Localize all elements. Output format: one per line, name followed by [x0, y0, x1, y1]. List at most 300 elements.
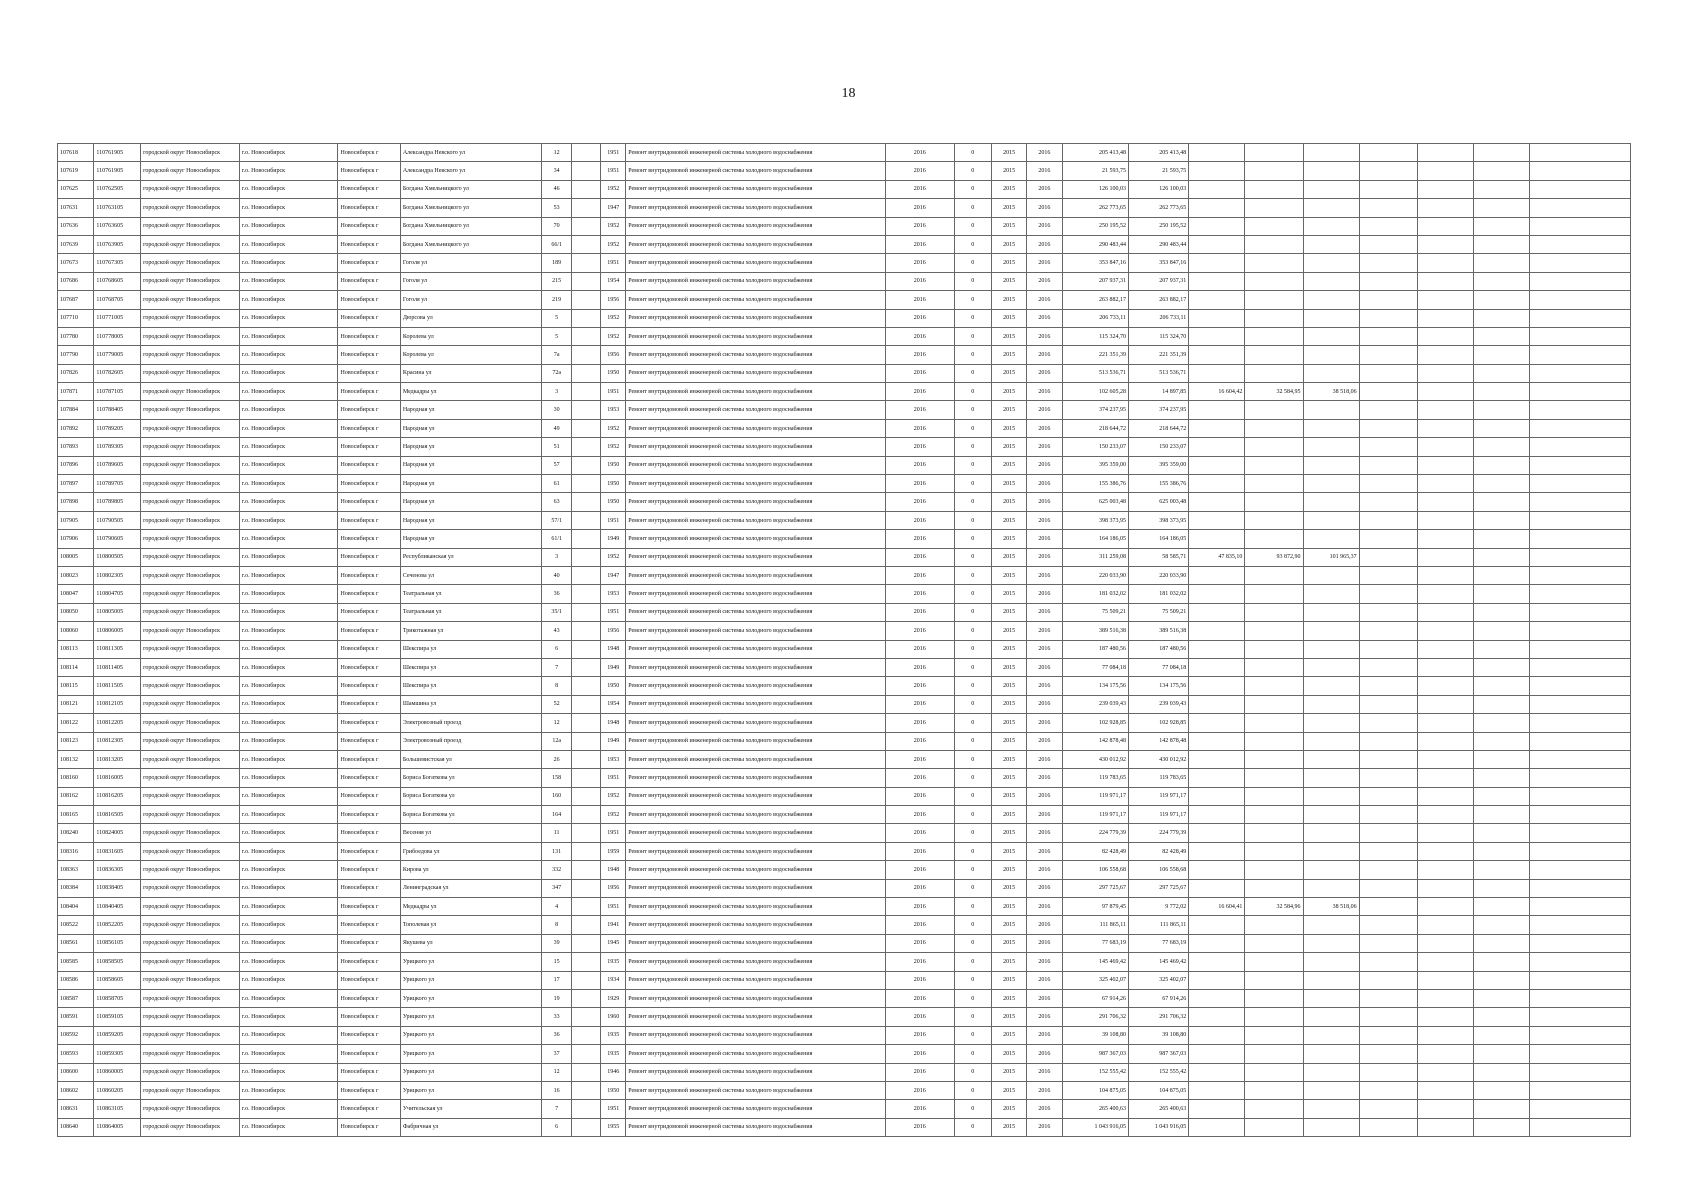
cell-built: 1949	[601, 732, 626, 750]
cell-cost: 21 593,75	[1062, 162, 1128, 180]
cell-empty	[1417, 493, 1473, 511]
cell-built: 1941	[601, 916, 626, 934]
cell-empty	[1473, 989, 1529, 1007]
cell-work: Ремонт внутридомовой инженерной системы холодного водоснабжения	[626, 235, 886, 253]
cell-e	[1189, 732, 1245, 750]
cell-plan_year: 2016	[885, 346, 954, 364]
cell-district: городской округ Новосибирск	[141, 530, 240, 548]
cell-total: 14 897,85	[1129, 383, 1189, 401]
cell-zero: 0	[954, 254, 991, 272]
cell-district: городской округ Новосибирск	[141, 898, 240, 916]
cell-empty	[1417, 769, 1473, 787]
cell-house: 8	[542, 677, 572, 695]
cell-start_year: 2015	[991, 750, 1026, 768]
table-row	[58, 585, 1631, 603]
cell-empty	[1359, 934, 1417, 952]
cell-code: 110787105	[94, 383, 141, 401]
cell-empty	[572, 530, 601, 548]
cell-code: 110763905	[94, 235, 141, 253]
cell-e	[1245, 475, 1303, 493]
cell-start_year: 2015	[991, 346, 1026, 364]
cell-empty	[1359, 769, 1417, 787]
cell-empty	[1359, 953, 1417, 971]
cell-plan_year: 2016	[885, 1118, 954, 1136]
cell-start_year: 2015	[991, 769, 1026, 787]
cell-end_year: 2016	[1027, 217, 1062, 235]
cell-code: 110778005	[94, 327, 141, 345]
cell-city: Новосибирск г	[338, 861, 400, 879]
cell-municipality: г.о. Новосибирск	[239, 622, 338, 640]
cell-city: Новосибирск г	[338, 714, 400, 732]
cell-end_year: 2016	[1027, 732, 1062, 750]
cell-plan_year: 2016	[885, 401, 954, 419]
cell-municipality: г.о. Новосибирск	[239, 1026, 338, 1044]
cell-cost: 119 971,17	[1062, 806, 1128, 824]
cell-zero: 0	[954, 806, 991, 824]
cell-built: 1951	[601, 383, 626, 401]
cell-e	[1303, 162, 1359, 180]
table-row	[58, 695, 1631, 713]
cell-code: 110790605	[94, 530, 141, 548]
cell-city: Новосибирск г	[338, 1026, 400, 1044]
cell-code: 110836305	[94, 861, 141, 879]
cell-e	[1303, 199, 1359, 217]
table-row	[58, 401, 1631, 419]
cell-street: Сеченова ул	[400, 566, 541, 584]
cell-empty	[572, 658, 601, 676]
cell-street: Александра Невского ул	[400, 144, 541, 162]
cell-city: Новосибирск г	[338, 217, 400, 235]
cell-cost: 115 324,70	[1062, 327, 1128, 345]
cell-plan_year: 2016	[885, 787, 954, 805]
cell-work: Ремонт внутридомовой инженерной системы холодного водоснабжения	[626, 1081, 886, 1099]
cell-plan_year: 2016	[885, 934, 954, 952]
cell-district: городской округ Новосибирск	[141, 1008, 240, 1026]
cell-total: 353 847,16	[1129, 254, 1189, 272]
cell-empty	[1530, 1118, 1631, 1136]
cell-empty	[1530, 291, 1631, 309]
cell-id: 107826	[58, 364, 94, 382]
cell-code: 110859205	[94, 1026, 141, 1044]
cell-built: 1935	[601, 1026, 626, 1044]
cell-empty	[1473, 346, 1529, 364]
table-row	[58, 714, 1631, 732]
cell-empty	[1359, 640, 1417, 658]
cell-cost: 291 706,32	[1062, 1008, 1128, 1026]
cell-zero: 0	[954, 475, 991, 493]
cell-id: 108585	[58, 953, 94, 971]
cell-work: Ремонт внутридомовой инженерной системы холодного водоснабжения	[626, 971, 886, 989]
cell-id: 108122	[58, 714, 94, 732]
cell-start_year: 2015	[991, 162, 1026, 180]
cell-empty	[1473, 493, 1529, 511]
cell-work: Ремонт внутридомовой инженерной системы холодного водоснабжения	[626, 806, 886, 824]
cell-e	[1303, 217, 1359, 235]
cell-empty	[1417, 364, 1473, 382]
cell-empty	[572, 934, 601, 952]
cell-city: Новосибирск г	[338, 603, 400, 621]
cell-house: 3	[542, 383, 572, 401]
cell-empty	[1473, 272, 1529, 290]
cell-e	[1189, 456, 1245, 474]
cell-id: 108121	[58, 695, 94, 713]
cell-total: 430 012,92	[1129, 750, 1189, 768]
cell-cost: 97 879,45	[1062, 898, 1128, 916]
cell-empty	[1359, 566, 1417, 584]
cell-e	[1245, 934, 1303, 952]
cell-empty	[1417, 566, 1473, 584]
cell-plan_year: 2016	[885, 475, 954, 493]
cell-e	[1189, 585, 1245, 603]
cell-empty	[1417, 383, 1473, 401]
cell-e	[1189, 162, 1245, 180]
cell-code: 110840405	[94, 898, 141, 916]
cell-empty	[1359, 916, 1417, 934]
cell-empty	[1417, 346, 1473, 364]
cell-work: Ремонт внутридомовой инженерной системы холодного водоснабжения	[626, 548, 886, 566]
cell-zero: 0	[954, 861, 991, 879]
cell-empty	[572, 1118, 601, 1136]
cell-e	[1245, 254, 1303, 272]
cell-e	[1245, 1100, 1303, 1118]
cell-district: городской округ Новосибирск	[141, 566, 240, 584]
cell-empty	[1417, 1026, 1473, 1044]
cell-e	[1303, 1081, 1359, 1099]
cell-total: 263 882,17	[1129, 291, 1189, 309]
cell-empty	[1530, 493, 1631, 511]
cell-empty	[1530, 879, 1631, 897]
table-row	[58, 622, 1631, 640]
cell-cost: 77 683,19	[1062, 934, 1128, 952]
cell-plan_year: 2016	[885, 493, 954, 511]
cell-e	[1189, 309, 1245, 327]
cell-e	[1245, 1118, 1303, 1136]
cell-empty	[1359, 1100, 1417, 1118]
cell-zero: 0	[954, 879, 991, 897]
cell-code: 110789705	[94, 475, 141, 493]
cell-work: Ремонт внутридомовой инженерной системы холодного водоснабжения	[626, 530, 886, 548]
cell-city: Новосибирск г	[338, 824, 400, 842]
cell-district: городской округ Новосибирск	[141, 180, 240, 198]
cell-e	[1245, 1026, 1303, 1044]
cell-empty	[1473, 787, 1529, 805]
cell-cost: 126 100,03	[1062, 180, 1128, 198]
cell-start_year: 2015	[991, 640, 1026, 658]
cell-street: Ленинградская ул	[400, 879, 541, 897]
cell-zero: 0	[954, 640, 991, 658]
cell-cost: 145 469,42	[1062, 953, 1128, 971]
cell-empty	[572, 1063, 601, 1081]
cell-code: 110763605	[94, 217, 141, 235]
cell-start_year: 2015	[991, 401, 1026, 419]
cell-empty	[1359, 254, 1417, 272]
cell-built: 1952	[601, 235, 626, 253]
cell-zero: 0	[954, 419, 991, 437]
cell-e	[1189, 787, 1245, 805]
cell-e	[1303, 327, 1359, 345]
cell-e	[1303, 475, 1359, 493]
cell-code: 110816005	[94, 769, 141, 787]
cell-house: 4	[542, 898, 572, 916]
cell-empty	[1359, 180, 1417, 198]
cell-house: 12	[542, 144, 572, 162]
cell-empty	[1359, 419, 1417, 437]
cell-empty	[1359, 1045, 1417, 1063]
cell-municipality: г.о. Новосибирск	[239, 603, 338, 621]
cell-zero: 0	[954, 144, 991, 162]
cell-street: Урицкого ул	[400, 1045, 541, 1063]
table-row	[58, 806, 1631, 824]
cell-total: 374 237,95	[1129, 401, 1189, 419]
cell-municipality: г.о. Новосибирск	[239, 1081, 338, 1099]
cell-municipality: г.о. Новосибирск	[239, 291, 338, 309]
cell-plan_year: 2016	[885, 732, 954, 750]
cell-work: Ремонт внутридомовой инженерной системы холодного водоснабжения	[626, 879, 886, 897]
cell-district: городской округ Новосибирск	[141, 842, 240, 860]
cell-empty	[1473, 1063, 1529, 1081]
cell-plan_year: 2016	[885, 419, 954, 437]
cell-e: 101 965,37	[1303, 548, 1359, 566]
cell-cost: 389 516,38	[1062, 622, 1128, 640]
cell-empty	[572, 475, 601, 493]
cell-e	[1189, 934, 1245, 952]
table-row	[58, 861, 1631, 879]
cell-total: 250 195,52	[1129, 217, 1189, 235]
cell-street: Урицкого ул	[400, 1008, 541, 1026]
cell-municipality: г.о. Новосибирск	[239, 916, 338, 934]
cell-zero: 0	[954, 1008, 991, 1026]
cell-empty	[1473, 824, 1529, 842]
cell-end_year: 2016	[1027, 309, 1062, 327]
cell-empty	[1473, 327, 1529, 345]
cell-start_year: 2015	[991, 309, 1026, 327]
cell-end_year: 2016	[1027, 934, 1062, 952]
cell-work: Ремонт внутридомовой инженерной системы холодного водоснабжения	[626, 898, 886, 916]
cell-city: Новосибирск г	[338, 309, 400, 327]
table-row	[58, 199, 1631, 217]
table-row	[58, 953, 1631, 971]
cell-zero: 0	[954, 898, 991, 916]
cell-zero: 0	[954, 383, 991, 401]
cell-e	[1245, 419, 1303, 437]
cell-house: 215	[542, 272, 572, 290]
cell-built: 1948	[601, 861, 626, 879]
cell-code: 110811305	[94, 640, 141, 658]
cell-empty	[572, 953, 601, 971]
cell-empty	[1417, 548, 1473, 566]
cell-start_year: 2015	[991, 1063, 1026, 1081]
cell-empty	[1359, 291, 1417, 309]
cell-e	[1303, 585, 1359, 603]
cell-work: Ремонт внутридомовой инженерной системы холодного водоснабжения	[626, 585, 886, 603]
cell-cost: 119 971,17	[1062, 787, 1128, 805]
cell-e	[1189, 640, 1245, 658]
cell-district: городской округ Новосибирск	[141, 750, 240, 768]
cell-end_year: 2016	[1027, 824, 1062, 842]
table-row	[58, 475, 1631, 493]
cell-start_year: 2015	[991, 879, 1026, 897]
cell-e	[1303, 144, 1359, 162]
cell-e: 38 518,06	[1303, 898, 1359, 916]
cell-code: 110761905	[94, 144, 141, 162]
cell-zero: 0	[954, 180, 991, 198]
cell-street: Бориса Богаткова ул	[400, 806, 541, 824]
cell-work: Ремонт внутридомовой инженерной системы холодного водоснабжения	[626, 1063, 886, 1081]
cell-id: 107780	[58, 327, 94, 345]
cell-empty	[1359, 309, 1417, 327]
table-row	[58, 1063, 1631, 1081]
cell-e	[1303, 732, 1359, 750]
cell-e	[1189, 750, 1245, 768]
cell-e	[1245, 235, 1303, 253]
cell-empty	[1417, 438, 1473, 456]
cell-id: 107892	[58, 419, 94, 437]
cell-e	[1245, 989, 1303, 1007]
cell-id: 108132	[58, 750, 94, 768]
cell-municipality: г.о. Новосибирск	[239, 842, 338, 860]
cell-e	[1245, 144, 1303, 162]
cell-district: городской округ Новосибирск	[141, 879, 240, 897]
cell-total: 1 043 916,05	[1129, 1118, 1189, 1136]
cell-work: Ремонт внутридомовой инженерной системы холодного водоснабжения	[626, 750, 886, 768]
cell-e	[1189, 1063, 1245, 1081]
cell-city: Новосибирск г	[338, 934, 400, 952]
cell-city: Новосибирск г	[338, 475, 400, 493]
cell-end_year: 2016	[1027, 622, 1062, 640]
cell-plan_year: 2016	[885, 658, 954, 676]
cell-end_year: 2016	[1027, 530, 1062, 548]
cell-e: 16 604,41	[1189, 898, 1245, 916]
cell-empty	[1417, 622, 1473, 640]
cell-empty	[572, 1081, 601, 1099]
cell-code: 110852205	[94, 916, 141, 934]
cell-empty	[1530, 1063, 1631, 1081]
cell-total: 206 733,11	[1129, 309, 1189, 327]
cell-e: 93 872,90	[1245, 548, 1303, 566]
cell-empty	[572, 309, 601, 327]
cell-city: Новосибирск г	[338, 235, 400, 253]
cell-built: 1949	[601, 658, 626, 676]
cell-empty	[1417, 934, 1473, 952]
cell-district: городской округ Новосибирск	[141, 291, 240, 309]
cell-plan_year: 2016	[885, 824, 954, 842]
cell-id: 108316	[58, 842, 94, 860]
cell-empty	[1359, 511, 1417, 529]
cell-work: Ремонт внутридомовой инженерной системы холодного водоснабжения	[626, 787, 886, 805]
cell-total: 987 367,03	[1129, 1045, 1189, 1063]
cell-total: 220 033,90	[1129, 566, 1189, 584]
cell-start_year: 2015	[991, 383, 1026, 401]
cell-empty	[572, 438, 601, 456]
cell-empty	[1359, 971, 1417, 989]
cell-empty	[1473, 1045, 1529, 1063]
cell-built: 1953	[601, 750, 626, 768]
cell-id: 108591	[58, 1008, 94, 1026]
cell-id: 108114	[58, 658, 94, 676]
cell-empty	[1473, 603, 1529, 621]
cell-city: Новосибирск г	[338, 787, 400, 805]
cell-id: 108113	[58, 640, 94, 658]
cell-end_year: 2016	[1027, 585, 1062, 603]
cell-plan_year: 2016	[885, 291, 954, 309]
cell-street: Фабричная ул	[400, 1118, 541, 1136]
cell-plan_year: 2016	[885, 530, 954, 548]
cell-street: Гоголя ул	[400, 291, 541, 309]
table-row	[58, 971, 1631, 989]
cell-e	[1303, 511, 1359, 529]
cell-municipality: г.о. Новосибирск	[239, 934, 338, 952]
cell-work: Ремонт внутридомовой инженерной системы холодного водоснабжения	[626, 1008, 886, 1026]
cell-code: 110813205	[94, 750, 141, 768]
cell-empty	[1359, 217, 1417, 235]
cell-e	[1189, 235, 1245, 253]
cell-end_year: 2016	[1027, 787, 1062, 805]
cell-house: 33	[542, 1008, 572, 1026]
cell-work: Ремонт внутридомовой инженерной системы холодного водоснабжения	[626, 475, 886, 493]
cell-work: Ремонт внутридомовой инженерной системы холодного водоснабжения	[626, 1045, 886, 1063]
cell-district: городской округ Новосибирск	[141, 383, 240, 401]
cell-district: городской округ Новосибирск	[141, 695, 240, 713]
cell-empty	[1473, 695, 1529, 713]
cell-start_year: 2015	[991, 438, 1026, 456]
cell-code: 110768605	[94, 272, 141, 290]
cell-district: городской округ Новосибирск	[141, 327, 240, 345]
cell-id: 108160	[58, 769, 94, 787]
cell-built: 1952	[601, 180, 626, 198]
cell-empty	[1530, 235, 1631, 253]
cell-municipality: г.о. Новосибирск	[239, 732, 338, 750]
cell-empty	[1359, 530, 1417, 548]
cell-district: городской округ Новосибирск	[141, 824, 240, 842]
cell-district: городской округ Новосибирск	[141, 934, 240, 952]
table-row	[58, 842, 1631, 860]
cell-cost: 77 084,18	[1062, 658, 1128, 676]
cell-e	[1245, 1008, 1303, 1026]
cell-municipality: г.о. Новосибирск	[239, 566, 338, 584]
cell-municipality: г.о. Новосибирск	[239, 806, 338, 824]
cell-cost: 513 536,71	[1062, 364, 1128, 382]
registry-table	[57, 143, 1631, 1137]
cell-city: Новосибирск г	[338, 272, 400, 290]
cell-zero: 0	[954, 658, 991, 676]
cell-cost: 142 878,48	[1062, 732, 1128, 750]
cell-empty	[1417, 511, 1473, 529]
cell-total: 142 878,48	[1129, 732, 1189, 750]
cell-empty	[1473, 383, 1529, 401]
cell-zero: 0	[954, 1045, 991, 1063]
cell-code: 110859305	[94, 1045, 141, 1063]
cell-street: Кирова ул	[400, 861, 541, 879]
table-row	[58, 364, 1631, 382]
cell-start_year: 2015	[991, 1008, 1026, 1026]
cell-code: 110802305	[94, 566, 141, 584]
cell-cost: 206 733,11	[1062, 309, 1128, 327]
cell-house: 12	[542, 714, 572, 732]
cell-e	[1303, 658, 1359, 676]
cell-house: 7	[542, 1100, 572, 1118]
cell-municipality: г.о. Новосибирск	[239, 254, 338, 272]
cell-code: 110789305	[94, 438, 141, 456]
cell-empty	[1530, 953, 1631, 971]
cell-street: Театральная ул	[400, 585, 541, 603]
table-row	[58, 419, 1631, 437]
cell-house: 35/1	[542, 603, 572, 621]
cell-cost: 297 725,67	[1062, 879, 1128, 897]
cell-total: 291 706,32	[1129, 1008, 1189, 1026]
cell-municipality: г.о. Новосибирск	[239, 401, 338, 419]
cell-empty	[1530, 971, 1631, 989]
cell-e: 16 604,42	[1189, 383, 1245, 401]
